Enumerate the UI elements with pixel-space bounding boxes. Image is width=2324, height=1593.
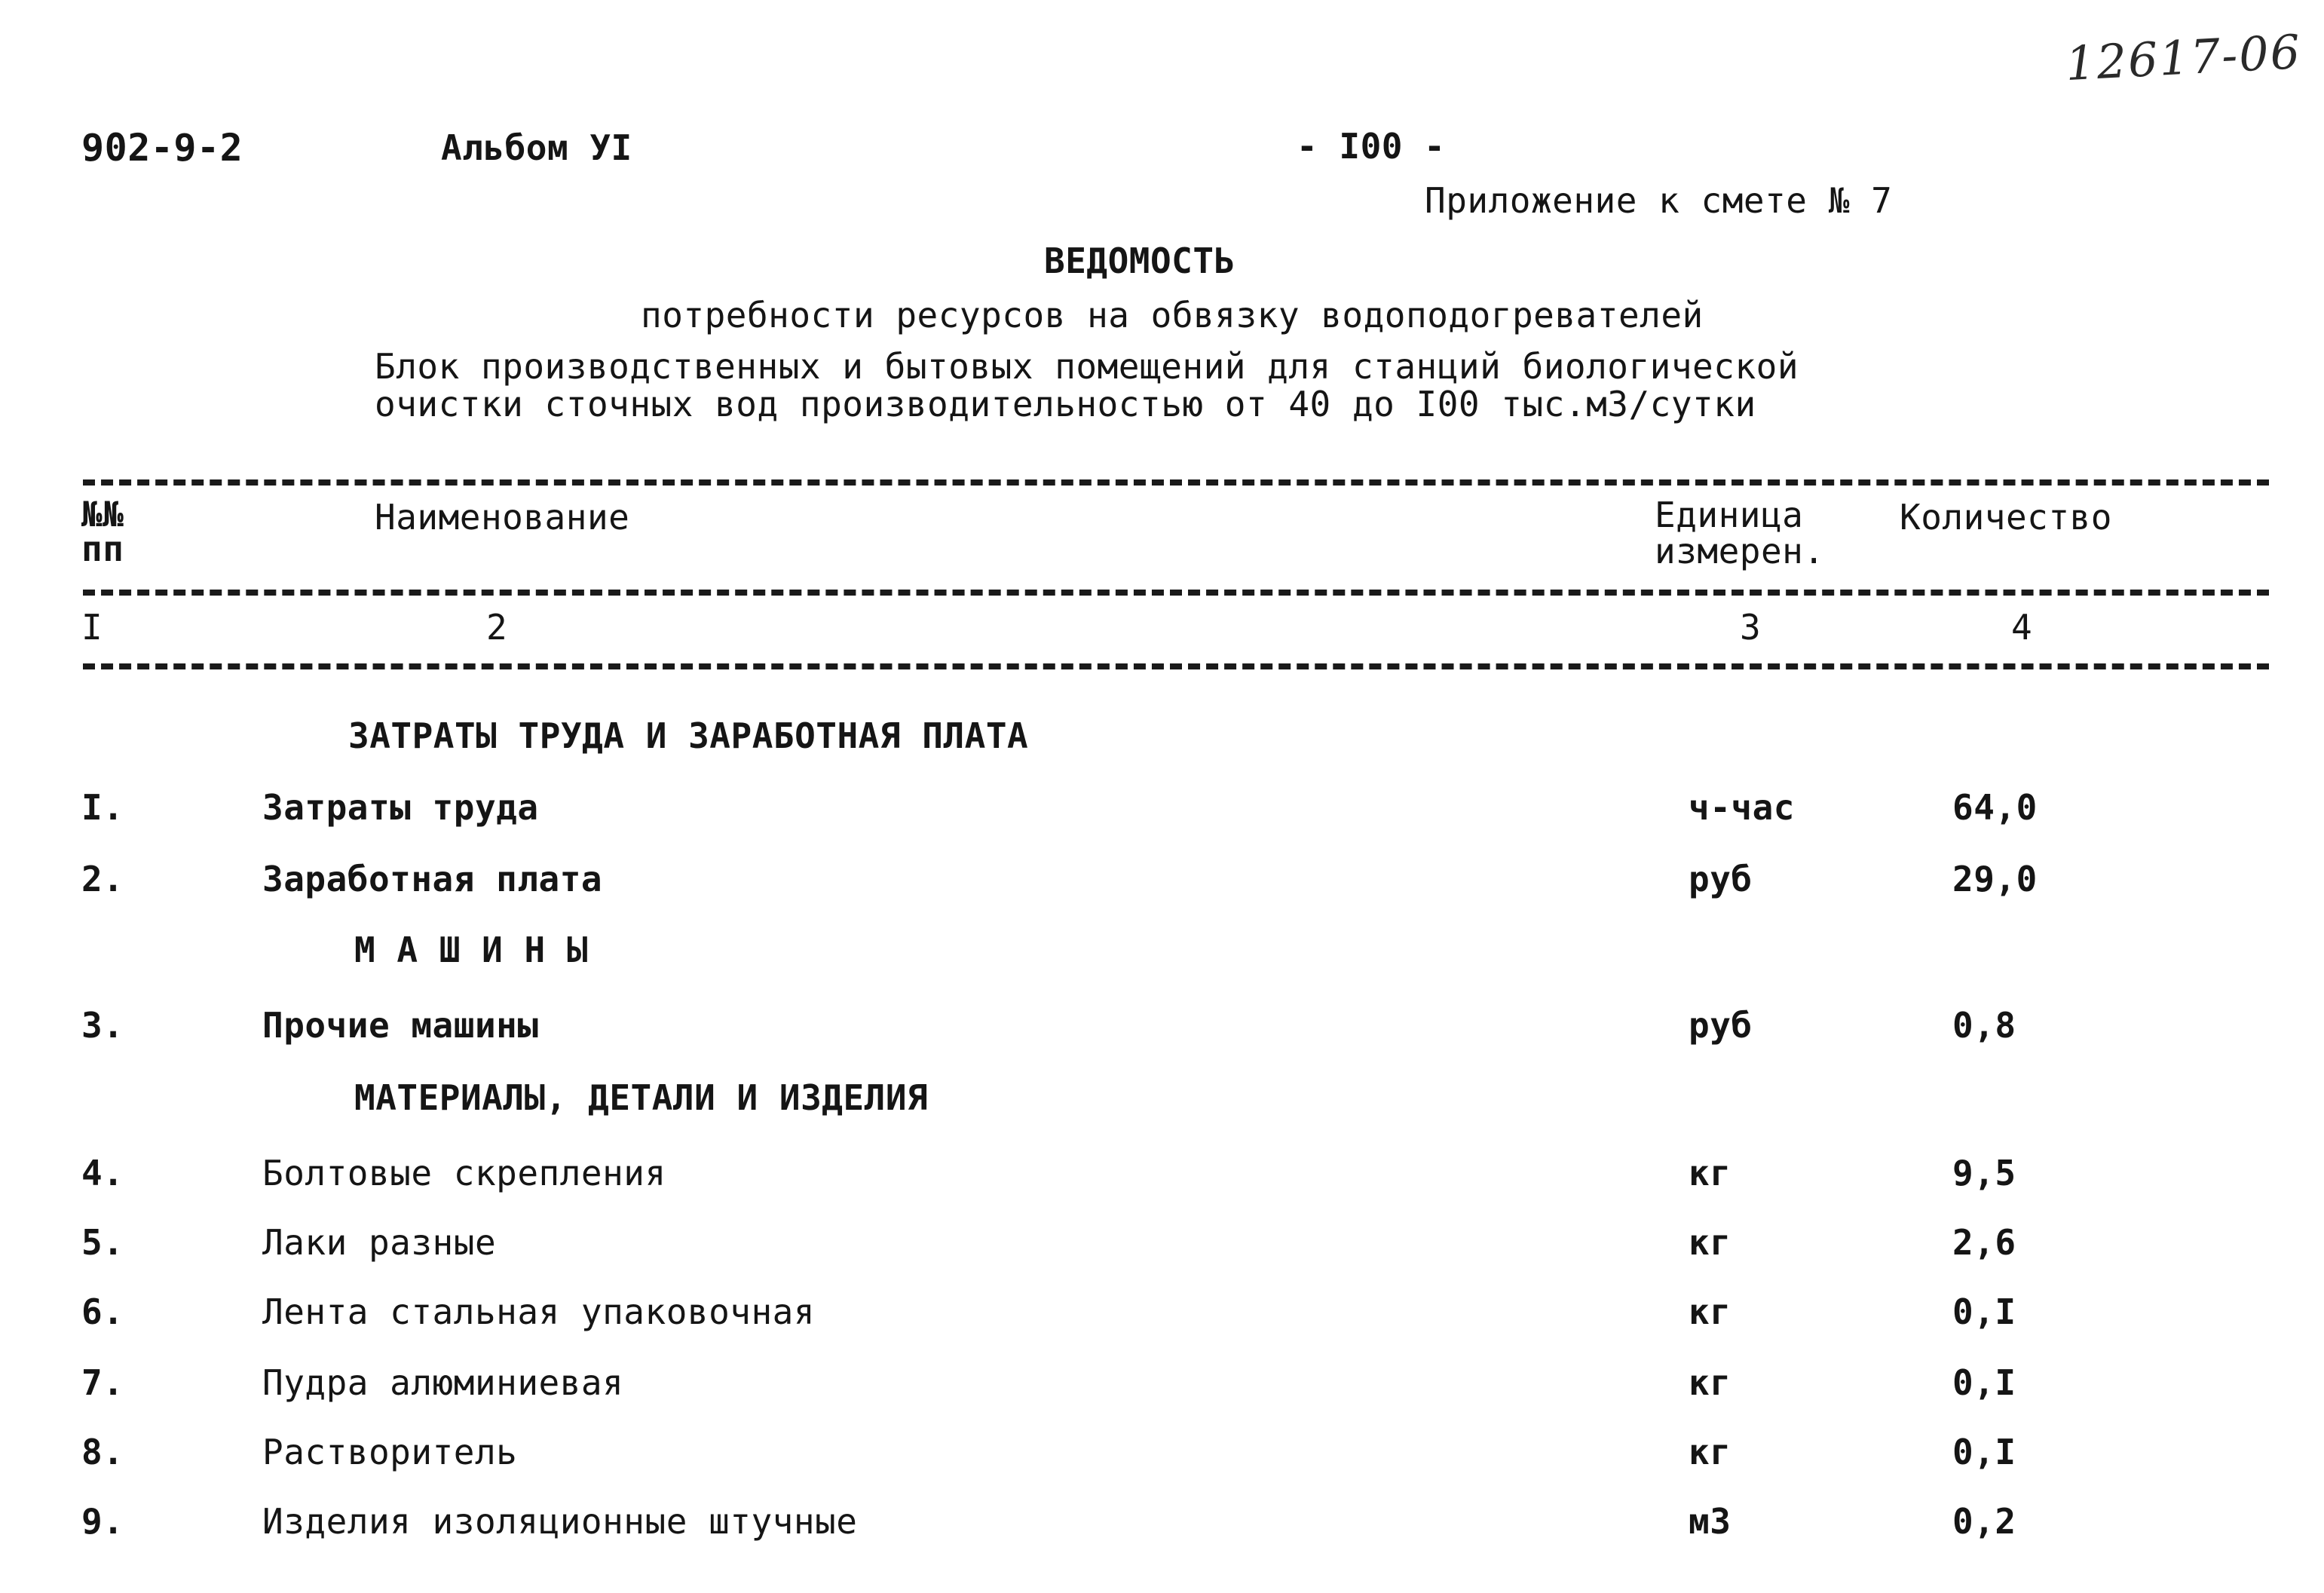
row-unit: руб	[1689, 859, 1753, 899]
row-unit: кг	[1689, 1432, 1732, 1472]
row-quantity: 2,6	[1952, 1222, 2016, 1263]
column-number: 3	[1740, 607, 1762, 648]
table-row	[0, 1223, 2324, 1268]
header-name: Наименование	[375, 497, 630, 538]
title-line-1: потребности ресурсов на обвязку водоподогревателей	[641, 295, 1704, 335]
row-name: Пудра алюминиевая	[262, 1362, 624, 1403]
table-row	[0, 1153, 2324, 1199]
handwritten-archive-number: 12617-06	[2064, 23, 2303, 92]
row-number: 8.	[81, 1432, 124, 1472]
row-unit: ч-час	[1689, 787, 1795, 828]
row-unit: м3	[1689, 1501, 1732, 1542]
row-name: Прочие машины	[262, 1005, 539, 1046]
table-column-number-rule	[83, 663, 2269, 669]
table-top-rule	[83, 479, 2269, 486]
row-number: 5.	[81, 1222, 124, 1263]
row-quantity: 0,I	[1952, 1362, 2016, 1403]
row-quantity: 64,0	[1952, 787, 2038, 828]
row-name: Растворитель	[262, 1432, 518, 1472]
row-name: Затраты труда	[262, 787, 539, 828]
table-header-rule	[83, 590, 2269, 596]
table-row	[0, 1432, 2324, 1478]
row-quantity: 29,0	[1952, 859, 2038, 899]
row-name: Болтовые скрепления	[262, 1153, 666, 1193]
table-row	[0, 1363, 2324, 1408]
title-line-3: очистки сточных вод производительностью от 40 до I00 тыс.м3/сутки	[375, 384, 1756, 424]
row-unit: руб	[1689, 1005, 1753, 1046]
row-unit: кг	[1689, 1153, 1732, 1193]
section-heading-machines: М А Ш И Н Ы	[354, 930, 589, 970]
document-code: 902-9-2	[81, 126, 243, 170]
column-number: I	[81, 607, 103, 648]
row-quantity: 0,8	[1952, 1005, 2016, 1046]
row-name: Лента стальная упаковочная	[262, 1291, 816, 1332]
row-number: I.	[81, 787, 124, 828]
table-row	[0, 788, 2324, 833]
row-name: Изделия изоляционные штучные	[262, 1501, 858, 1542]
row-unit: кг	[1689, 1291, 1732, 1332]
column-number: 4	[2011, 607, 2033, 648]
header-unit-line-1: Единица	[1655, 495, 1804, 535]
row-unit: кг	[1689, 1222, 1732, 1263]
header-unit-line-2: измерен.	[1655, 531, 1825, 571]
table-row	[0, 1292, 2324, 1337]
row-number: 6.	[81, 1291, 124, 1332]
page-number: - I00 -	[1297, 126, 1446, 167]
row-number: 3.	[81, 1005, 124, 1046]
table-row	[0, 1502, 2324, 1547]
row-quantity: 9,5	[1952, 1153, 2016, 1193]
document-title: ВЕДОМОСТЬ	[1044, 240, 1235, 281]
row-name: Лаки разные	[262, 1222, 497, 1263]
table-row	[0, 859, 2324, 905]
row-number: 2.	[81, 859, 124, 899]
title-line-2: Блок производственных и бытовых помещений для станций биологической	[375, 346, 1799, 387]
row-unit: кг	[1689, 1362, 1732, 1403]
row-quantity: 0,2	[1952, 1501, 2016, 1542]
section-heading-materials: МАТЕРИАЛЫ, ДЕТАЛИ И ИЗДЕЛИЯ	[354, 1077, 929, 1118]
section-heading-labour: ЗАТРАТЫ ТРУДА И ЗАРАБОТНАЯ ПЛАТА	[348, 715, 1029, 756]
header-num-line-2: пп	[81, 528, 124, 569]
row-quantity: 0,I	[1952, 1291, 2016, 1332]
row-number: 4.	[81, 1153, 124, 1193]
table-row	[0, 1006, 2324, 1051]
row-number: 9.	[81, 1501, 124, 1542]
column-number: 2	[486, 607, 508, 648]
header-num-line-1: №№	[81, 494, 124, 535]
row-name: Заработная плата	[262, 859, 603, 899]
appendix-label: Приложение к смете № 7	[1425, 180, 1893, 221]
album-label: Альбом УI	[441, 127, 632, 168]
header-qty: Количество	[1900, 497, 2112, 538]
row-number: 7.	[81, 1362, 124, 1403]
row-quantity: 0,I	[1952, 1432, 2016, 1472]
